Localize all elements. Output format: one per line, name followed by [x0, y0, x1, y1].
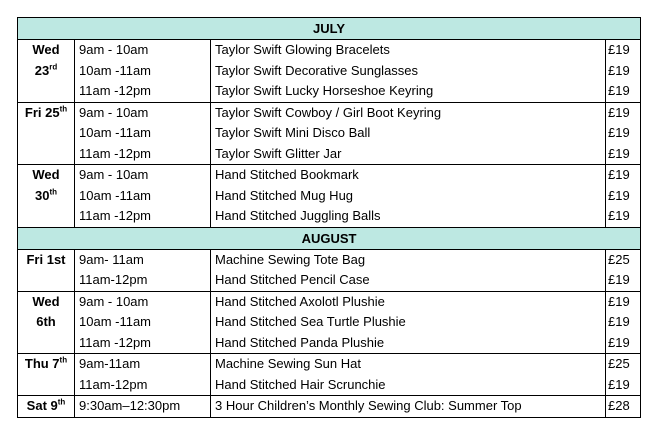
session-price: £19: [608, 167, 630, 182]
session-price: £19: [608, 83, 630, 98]
activity-cell: [211, 102, 606, 165]
session-time: 9am - 10am: [79, 293, 149, 309]
session-group-row: [18, 40, 641, 103]
session-activity: Hand Stitched Hair Scrunchie: [215, 376, 386, 392]
session-activity: Hand Stitched Axolotl Plushie: [215, 293, 385, 309]
session-activity: Machine Sewing Tote Bag: [215, 251, 366, 267]
time-cell: [75, 165, 211, 228]
day-suffix: rd: [49, 62, 58, 72]
session-price: £19: [608, 42, 630, 57]
day-label: Fri 25: [24, 104, 60, 120]
session-price: £19: [608, 293, 630, 309]
day-label: Wed: [32, 42, 60, 57]
day-cell: [18, 249, 75, 291]
session-time: 9:30am–12:30pm: [79, 398, 181, 413]
price-cell: [606, 354, 641, 396]
session-time: 9am - 10am: [79, 104, 149, 120]
price-cell: [606, 165, 641, 228]
session-activity: Machine Sewing Sun Hat: [215, 356, 361, 371]
day-line: [20, 40, 72, 61]
day-line: [20, 103, 72, 124]
session-price: £28: [608, 398, 630, 413]
session-price: £19: [608, 314, 630, 329]
month-header-row: [18, 18, 641, 40]
session-time: 11am -12pm: [79, 208, 152, 223]
activity-cell: [211, 165, 606, 228]
day-label: Fri 1st: [26, 251, 66, 267]
month-header: JULY: [18, 18, 641, 40]
session-price: £19: [608, 104, 630, 120]
session-activity: Taylor Swift Mini Disco Ball: [215, 125, 371, 140]
activity-cell: [211, 291, 606, 354]
price-cell: [606, 249, 641, 291]
session-time: 10am -11am: [79, 187, 152, 203]
day-line: [20, 61, 72, 82]
session-time: 11am-12pm: [79, 376, 148, 392]
session-time: 11am -12pm: [79, 83, 152, 98]
day-label: Sat 9: [26, 398, 58, 413]
day-label: Wed: [32, 167, 60, 182]
time-cell: [75, 102, 211, 165]
day-suffix: th: [59, 355, 68, 365]
day-suffix: th: [57, 397, 66, 407]
day-line: [20, 396, 72, 417]
activity-cell: [211, 354, 606, 396]
session-activity: Hand Stitched Juggling Balls: [215, 208, 381, 223]
session-price: £19: [608, 187, 630, 203]
session-price: £19: [608, 376, 630, 392]
month-header-row: [18, 227, 641, 249]
day-line: [20, 354, 72, 375]
day-date: 23: [34, 62, 50, 78]
day-suffix: th: [49, 187, 58, 197]
time-cell: [75, 249, 211, 291]
day-date: 30: [34, 187, 50, 203]
day-date: 6th: [36, 314, 56, 329]
session-activity: Taylor Swift Lucky Horseshoe Keyring: [215, 83, 434, 98]
schedule-table: [17, 17, 641, 418]
day-label: Thu 7: [24, 356, 60, 371]
session-price: £25: [608, 251, 630, 267]
session-activity: 3 Hour Children’s Monthly Sewing Club: Summer Top: [215, 398, 522, 413]
session-time: 11am -12pm: [79, 145, 152, 161]
session-time: 10am -11am: [79, 314, 152, 329]
session-price: £19: [608, 125, 630, 140]
session-group-row: [18, 102, 641, 165]
day-line: [20, 292, 72, 313]
session-price: £19: [608, 272, 630, 287]
session-time: 9am-11am: [79, 356, 141, 371]
session-group-row: [18, 165, 641, 228]
session-group-row: [18, 354, 641, 396]
session-time: 10am -11am: [79, 62, 152, 78]
session-activity: Taylor Swift Cowboy / Girl Boot Keyring: [215, 104, 442, 120]
session-time: 9am - 10am: [79, 167, 149, 182]
price-cell: [606, 396, 641, 418]
session-group-row: [18, 249, 641, 291]
day-cell: [18, 40, 75, 103]
price-cell: [606, 102, 641, 165]
day-cell: [18, 354, 75, 396]
session-activity: Taylor Swift Decorative Sunglasses: [215, 62, 419, 78]
day-line: [20, 165, 72, 186]
session-time: 9am - 10am: [79, 42, 149, 57]
price-cell: [606, 40, 641, 103]
day-suffix: th: [59, 104, 68, 114]
session-time: 10am -11am: [79, 125, 152, 140]
day-label: Wed: [32, 293, 60, 309]
day-cell: [18, 102, 75, 165]
schedule-body: [18, 18, 641, 418]
session-group-row: [18, 291, 641, 354]
activity-cell: [211, 40, 606, 103]
session-price: £25: [608, 356, 630, 371]
session-time: 11am -12pm: [79, 334, 152, 350]
session-time: 9am- 11am: [79, 251, 144, 267]
day-cell: [18, 291, 75, 354]
activity-cell: [211, 396, 606, 418]
price-cell: [606, 291, 641, 354]
day-line: [20, 186, 72, 207]
time-cell: [75, 40, 211, 103]
session-price: £19: [608, 334, 630, 350]
session-activity: Hand Stitched Bookmark: [215, 167, 359, 182]
session-activity: Hand Stitched Mug Hug: [215, 187, 354, 203]
session-price: £19: [608, 208, 630, 223]
session-activity: Taylor Swift Glowing Bracelets: [215, 42, 390, 57]
session-time: 11am-12pm: [79, 272, 148, 287]
month-header: AUGUST: [18, 227, 641, 249]
session-activity: Hand Stitched Panda Plushie: [215, 334, 385, 350]
day-line: [20, 250, 72, 271]
session-activity: Taylor Swift Glitter Jar: [215, 145, 342, 161]
time-cell: [75, 396, 211, 418]
day-cell: [18, 396, 75, 418]
session-activity: Hand Stitched Sea Turtle Plushie: [215, 314, 406, 329]
session-price: £19: [608, 145, 630, 161]
activity-cell: [211, 249, 606, 291]
day-line: [20, 312, 72, 333]
session-group-row: [18, 396, 641, 418]
session-price: £19: [608, 62, 630, 78]
time-cell: [75, 354, 211, 396]
day-cell: [18, 165, 75, 228]
session-activity: Hand Stitched Pencil Case: [215, 272, 370, 287]
time-cell: [75, 291, 211, 354]
